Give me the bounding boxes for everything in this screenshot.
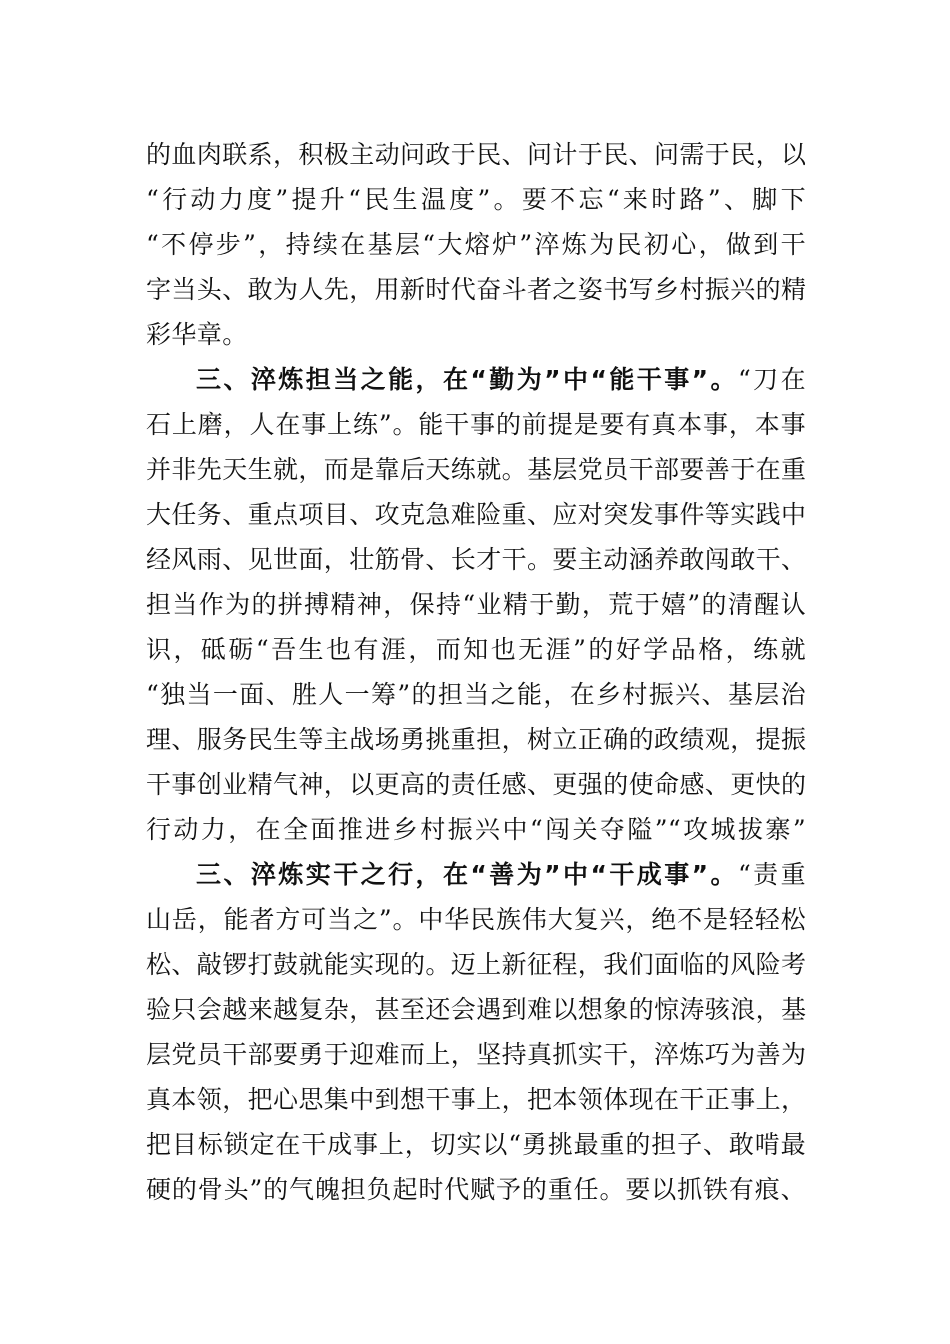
text-line: “不停步”，持续在基层“大熔炉”淬炼为民初心，做到干 — [146, 230, 806, 259]
paragraph-3-first-line — [196, 857, 806, 893]
text-line: 经风雨、见世面，壮筋骨、长才干。要主动涵养敢闯敢干、 — [146, 545, 806, 574]
text-line: 行动力，在全面推进乡村振兴中“闯关夺隘”“攻城拔寨” — [146, 815, 806, 844]
text-line: 大任务、重点项目、攻克急难险重、应对突发事件等实践中 — [146, 500, 806, 529]
text-line: 字当头、敢为人先，用新时代奋斗者之姿书写乡村振兴的精 — [146, 275, 806, 304]
text-line: 层党员干部要勇于迎难而上，坚持真抓实干，淬炼巧为善为 — [146, 1040, 806, 1069]
text-line: 并非先天生就，而是靠后天练就。基层党员干部要善于在重 — [146, 455, 806, 484]
text-line: 的血肉联系，积极主动问政于民、问计于民、问需于民，以 — [146, 140, 806, 169]
text-span: “责重 — [737, 860, 806, 889]
text-line: 验只会越来越复杂，甚至还会遇到难以想象的惊涛骇浪，基 — [146, 995, 806, 1024]
section-heading: 三、淬炼担当之能，在“勤为”中“能干事”。 — [196, 365, 738, 394]
text-line: 石上磨，人在事上练”。能干事的前提是要有真本事，本事 — [146, 410, 806, 439]
text-line: 理、服务民生等主战场勇挑重担，树立正确的政绩观，提振 — [146, 725, 806, 754]
text-line: 真本领，把心思集中到想干事上，把本领体现在干正事上， — [146, 1085, 806, 1114]
text-line: 干事创业精气神，以更高的责任感、更强的使命感、更快的 — [146, 770, 806, 799]
text-line: 把目标锁定在干成事上，切实以“勇挑最重的担子、敢啃最 — [146, 1130, 806, 1159]
text-line: “行动力度”提升“民生温度”。要不忘“来时路”、脚下 — [146, 185, 806, 214]
paragraph-2-first-line — [196, 362, 806, 398]
text-line: 松、敲锣打鼓就能实现的。迈上新征程，我们面临的风险考 — [146, 950, 806, 979]
text-line: 硬的骨头”的气魄担负起时代赋予的重任。要以抓铁有痕、 — [146, 1175, 806, 1204]
text-line: 彩华章。 — [146, 320, 248, 349]
text-line: 担当作为的拼搏精神，保持“业精于勤，荒于嬉”的清醒认 — [146, 590, 806, 619]
text-span: “刀在 — [737, 365, 806, 394]
section-heading: 三、淬炼实干之行，在“善为”中“干成事”。 — [196, 860, 738, 889]
text-line: 识，砥砺“吾生也有涯，而知也无涯”的好学品格，练就 — [146, 635, 806, 664]
text-line: 山岳，能者方可当之”。中华民族伟大复兴，绝不是轻轻松 — [146, 905, 806, 934]
text-line: “独当一面、胜人一筹”的担当之能，在乡村振兴、基层治 — [146, 680, 806, 709]
